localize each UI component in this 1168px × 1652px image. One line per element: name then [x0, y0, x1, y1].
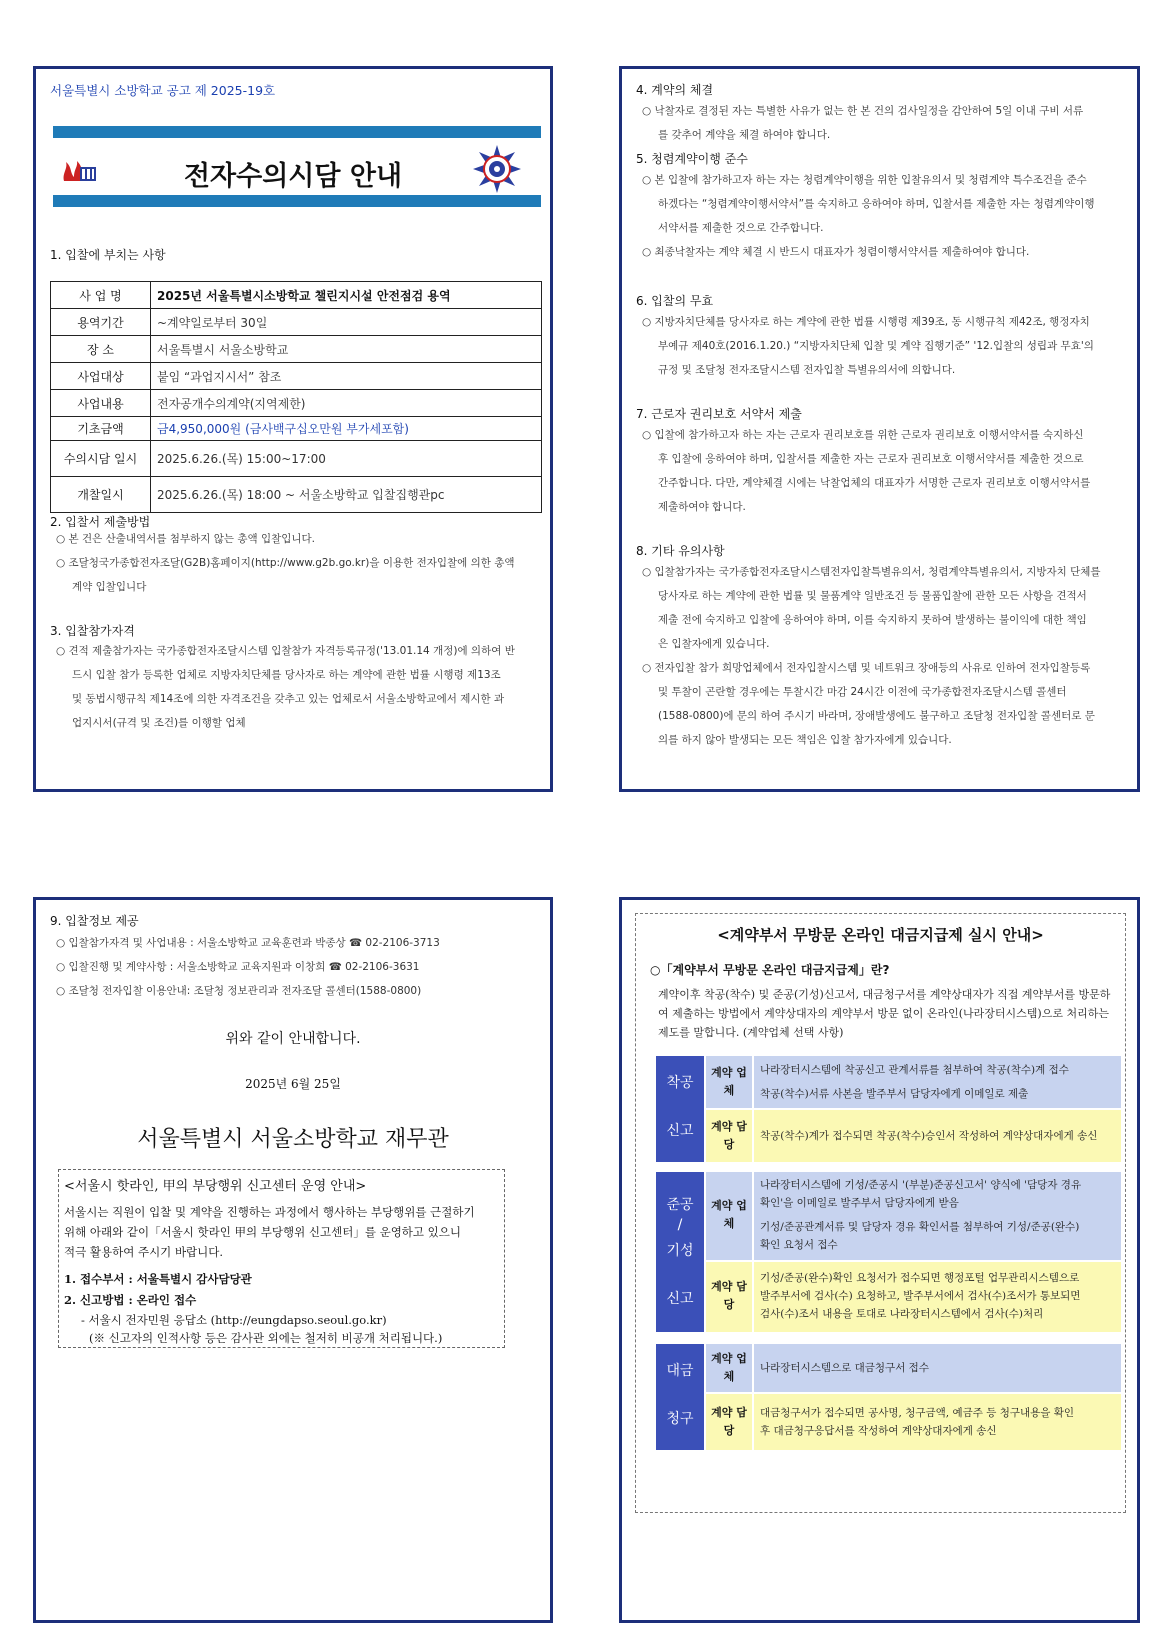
- role-line: 나라장터시스템에 착공신고 관계서류를 첨부하여 착공(착수)계 접수: [760, 1064, 1069, 1076]
- list-item: 하겠다는 “청렴계약이행서약서”를 숙지하고 응하여야 하며, 입찰서를 제출한 자는 청렴계약이행: [658, 198, 1095, 210]
- notice-page-4: [619, 897, 1140, 1623]
- table-label: 기초금액: [51, 417, 151, 441]
- table-value: ~계약일로부터 30일: [151, 309, 542, 336]
- table-value: 2025.6.26.(목) 15:00~17:00: [151, 441, 542, 477]
- list-item: 서약서를 제출한 것으로 간주합니다.: [658, 222, 824, 234]
- table-label: 용역기간: [51, 309, 151, 336]
- role-line: 착공(착수)서류 사본을 발주부서 담당자에게 이메일로 제출: [760, 1088, 1029, 1100]
- hotline-sub-item: - 서울시 전자민원 응답소 (http://eungdapso.seoul.go.kr): [81, 1313, 387, 1327]
- list-item: 제출하여야 합니다.: [658, 501, 746, 513]
- section-heading-9: 9. 입찰정보 제공: [50, 914, 139, 928]
- stage-text: 기성: [666, 1243, 694, 1259]
- notice-page-3: [33, 897, 553, 1623]
- stage-text: 대금: [666, 1363, 694, 1379]
- list-item: ○ 조달청 전자입찰 이용안내: 조달청 정보관리과 전자조달 콜센터(1588-0800): [56, 985, 422, 997]
- role-line: 후 대금청구응답서를 작성하여 계약상대자에게 송신: [760, 1425, 997, 1437]
- online-payment-title: <계약부서 무방문 온라인 대금지급제 실시 안내>: [717, 926, 1044, 944]
- role-line: 대금청구서가 접수되면 공사명, 청구금액, 예금주 등 청구내용을 확인: [760, 1407, 1075, 1419]
- section-heading-4: 4. 계약의 체결: [636, 83, 714, 97]
- role-text: [754, 1172, 1121, 1260]
- list-item: ○ 전자입찰 참가 희망업체에서 전자입찰시스템 및 네트워크 장애등의 사유로 인하여 전자입찰등록: [642, 662, 1091, 674]
- table-label: 수의시담 일시: [51, 441, 151, 477]
- list-item: ○ 입찰에 참가하고자 하는 자는 근로자 권리보호를 위한 근로자 권리보호 이행서약서를 숙지하신: [642, 429, 1084, 441]
- role-line: 검사(수)조서 내용을 토대로 나라장터시스템에서 검사(수)처리: [760, 1308, 1044, 1320]
- role-line: 확인'을 이메일로 발주부서 담당자에게 받음: [760, 1197, 959, 1209]
- closing-greeting: 위와 같이 안내합니다.: [225, 1031, 361, 1047]
- stage-text: 준공: [666, 1197, 694, 1213]
- list-item: 및 투찰이 곤란할 경우에는 투찰시간 마감 24시간 이전에 국가종합전자조달시스템 콜센터: [658, 686, 1067, 698]
- role-label: 계약 업체: [706, 1172, 752, 1260]
- list-item: 제출 전에 숙지하고 입찰에 응하여야 하며, 이를 숙지하지 못하여 발생하는 불이익에 대한 책임: [658, 614, 1087, 626]
- hotline-body-line: 적극 활용하여 주시기 바랍니다.: [64, 1245, 224, 1259]
- table-label: 사업내용: [51, 390, 151, 417]
- notice-page-1: [33, 66, 553, 792]
- list-item: 은 입찰자에게 있습니다.: [658, 638, 770, 650]
- list-item: ○ 입찰참가자는 국가종합전자조달시스템전자입찰특별유의서, 청렴계약특별유의서, 지방자치 단체를: [642, 566, 1101, 578]
- notice-page-2: [619, 66, 1140, 792]
- hotline-sub-item: (※ 신고자의 인적사항 등은 감사관 외에는 철저히 비공개 처리됩니다.): [89, 1331, 443, 1345]
- role-line: 나라장터시스템으로 대금청구서 접수: [760, 1362, 929, 1374]
- role-line: 기성/준공(완수)확인 요청서가 접수되면 행정포털 업무관리시스템으로: [760, 1272, 1080, 1284]
- list-item: 의를 하지 않아 발생되는 모든 책임은 입찰 참가자에게 있습니다.: [658, 734, 952, 746]
- hotline-item: 1. 접수부서 : 서울특별시 감사담당관: [64, 1272, 252, 1286]
- list-item: 당사자로 하는 계약에 관한 법률 및 물품계약 일반조건 등 물품입찰에 관한 모든 사항을 견적서: [658, 590, 1087, 602]
- role-label: 계약 담당: [706, 1262, 752, 1332]
- list-item: 및 동법시행규칙 제14조에 의한 자격조건을 갖추고 있는 업체로서 서울소방학교에서 제시한 과: [72, 693, 505, 705]
- table-value: 2025.6.26.(목) 18:00 ~ 서울소방학교 입찰집행관pc: [151, 477, 542, 513]
- table-label: 개찰일시: [51, 477, 151, 513]
- list-item: 드시 입찰 참가 등록한 업체로 지방자치단체를 당사자로 하는 계약에 관한 법률 시행령 제13조: [72, 669, 501, 681]
- role-line: 확인 요청서 접수: [760, 1239, 838, 1251]
- list-item: ○ 본 입찰에 참가하고자 하는 자는 청렴계약이행을 위한 입찰유의서 및 청렴계약 특수조건을 준수: [642, 174, 1087, 186]
- table-value: 전자공개수의계약(지역제한): [151, 390, 542, 417]
- stage-label: [656, 1056, 704, 1162]
- role-text: [754, 1056, 1121, 1108]
- flow-group-payment: [656, 1344, 1121, 1450]
- title-bar-top: [53, 126, 541, 138]
- flow-group-start: [656, 1056, 1121, 1162]
- role-line: 발주부서에 검사(수) 요청하고, 발주부서에서 검사(수)조서가 통보되면: [760, 1290, 1081, 1302]
- role-line: 착공(착수)계가 접수되면 착공(착수)승인서 작성하여 계약상대자에게 송신: [760, 1130, 1098, 1142]
- list-item: 부예규 제40호(2016.1.20.) “지방자치단체 입찰 및 계약 집행기준” '12.입찰의 성립과 무효'의: [658, 340, 1094, 352]
- section-heading-5: 5. 청렴계약이행 준수: [636, 152, 748, 166]
- table-value: 서울특별시 서울소방학교: [151, 336, 542, 363]
- section-heading-2: 2. 입찰서 제출방법: [50, 515, 151, 529]
- stage-text: 청구: [666, 1411, 694, 1427]
- hotline-body-line: 서울시는 직원이 입찰 및 계약을 진행하는 과정에서 행사하는 부당행위를 근절하기: [64, 1205, 475, 1219]
- list-item: ○ 견적 제출참가자는 국가종합전자조달시스템 입찰참가 자격등록규정('13.01.14 개정)에 의하여 반: [56, 645, 515, 657]
- hotline-item: 2. 신고방법 : 온라인 접수: [64, 1293, 197, 1307]
- notice-date: 2025년 6월 25일: [245, 1077, 341, 1091]
- hotline-body-line: 위해 아래와 같이「서울시 핫라인 甲의 부당행위 신고센터」를 운영하고 있으니: [64, 1225, 462, 1239]
- list-item: ○ 입찰진행 및 계약사항 : 서울소방학교 교육지원과 이창희 ☎ 02-2106-3631: [56, 961, 420, 973]
- stage-label: [656, 1344, 704, 1450]
- stage-label: [656, 1172, 704, 1332]
- fire-emblem-icon: [472, 144, 522, 194]
- table-label: 사 업 명: [51, 282, 151, 309]
- role-label: 계약 업체: [706, 1056, 752, 1108]
- list-item: ○ 본 건은 산출내역서를 첨부하지 않는 총액 입찰입니다.: [56, 533, 316, 545]
- role-label: 계약 담당: [706, 1110, 752, 1162]
- title-bar-bottom: [53, 195, 541, 207]
- list-item: 규정 및 조달청 전자조달시스템 전자입찰 특별유의서에 의합니다.: [658, 364, 956, 376]
- list-item: ○ 최종낙찰자는 계약 체결 시 반드시 대표자가 청렴이행서약서를 제출하여야 합니다.: [642, 246, 1030, 258]
- table-label: 사업대상: [51, 363, 151, 390]
- role-text: [754, 1262, 1121, 1332]
- role-text: [754, 1110, 1121, 1162]
- hotline-title: <서울시 핫라인, 甲의 부당행위 신고센터 운영 안내>: [64, 1179, 367, 1194]
- stage-text: 신고: [666, 1123, 694, 1139]
- hotline-notice-box: [58, 1169, 505, 1348]
- flow-group-completion: [656, 1172, 1121, 1332]
- document-title: 전자수의시담 안내: [183, 161, 403, 192]
- role-line: 기성/준공관계서류 및 담당자 경유 확인서를 첨부하여 기성/준공(완수): [760, 1221, 1080, 1233]
- list-item: (1588-0800)에 문의 하여 주시기 바라며, 장애발생에도 불구하고 조달청 전자입찰 콜센터로 문: [658, 710, 1095, 722]
- role-label: 계약 담당: [706, 1394, 752, 1450]
- stage-text: /: [677, 1217, 683, 1233]
- online-payment-description: 계약이후 착공(착수) 및 준공(기성)신고서, 대금청구서를 계약상대자가 직접 계약부서를 방문하여 제출하는 방법에서 계약상대자의 계약부서 방문 없이 온라인(나라장터시스템)으로 처리하는 제도를 말합니다. (계약업체 선택 사항): [658, 988, 1111, 1039]
- role-text: [754, 1344, 1121, 1392]
- list-item: 업지시서(규격 및 조건)를 이행할 업체: [72, 717, 246, 729]
- online-payment-box: [635, 913, 1126, 1513]
- notice-number: 서울특별시 소방학교 공고 제 2025-19호: [50, 83, 276, 98]
- list-item: 를 갖추어 계약을 체결 하여야 합니다.: [658, 129, 831, 141]
- bid-info-table: [50, 281, 542, 513]
- role-line: 나라장터시스템에 기성/준공시 '(부분)준공신고서' 양식에 '담당자 경유: [760, 1179, 1082, 1191]
- table-value: 2025년 서울특별시소방학교 챌린지시설 안전점검 용역: [151, 282, 542, 309]
- list-item: 후 입찰에 응하여야 하며, 입찰서를 제출한 자는 근로자 권리보호 이행서약서를 제출한 것으로: [658, 453, 1084, 465]
- table-value: 붙임 “과업지시서” 참조: [151, 363, 542, 390]
- list-item: ○ 낙찰자로 결정된 자는 특별한 사유가 없는 한 본 건의 검사일정을 감안하여 5일 이내 구비 서류: [642, 105, 1084, 117]
- role-text: [754, 1394, 1121, 1450]
- list-item: 간주합니다. 다만, 계약체결 시에는 낙찰업체의 대표자가 서명한 근로자 권리보호 이행서약서를: [658, 477, 1091, 489]
- list-item: ○ 지방자치단체를 당사자로 하는 계약에 관한 법률 시행령 제39조, 동 시행규칙 제42조, 행정자치: [642, 316, 1090, 328]
- signature-office: 서울특별시 서울소방학교 재무관: [137, 1127, 449, 1152]
- table-label: 장 소: [51, 336, 151, 363]
- stage-text: 신고: [666, 1291, 694, 1307]
- base-amount-value: 금4,950,000원 (금사백구십오만원 부가세포함): [151, 417, 542, 441]
- list-item: ○ 조달청국가종합전자조달(G2B)홈페이지(http://www.g2b.go.kr)을 이용한 전자입찰에 의한 총액: [56, 557, 515, 569]
- section-heading-6: 6. 입찰의 무효: [636, 294, 714, 308]
- online-payment-question: ○「계약부서 무방문 온라인 대금지급제」란?: [650, 963, 890, 977]
- list-item: ○ 입찰참가자격 및 사업내용 : 서울소방학교 교육훈련과 박종상 ☎ 02-2106-3713: [56, 937, 440, 949]
- section-heading-1: 1. 입찰에 부치는 사항: [50, 248, 166, 262]
- section-heading-3: 3. 입찰참가자격: [50, 624, 135, 638]
- role-label: 계약 업체: [706, 1344, 752, 1392]
- section-heading-8: 8. 기타 유의사항: [636, 544, 725, 558]
- section-heading-7: 7. 근로자 권리보호 서약서 제출: [636, 407, 802, 421]
- list-item: 계약 입찰입니다: [72, 581, 147, 593]
- stage-text: 착공: [666, 1075, 694, 1091]
